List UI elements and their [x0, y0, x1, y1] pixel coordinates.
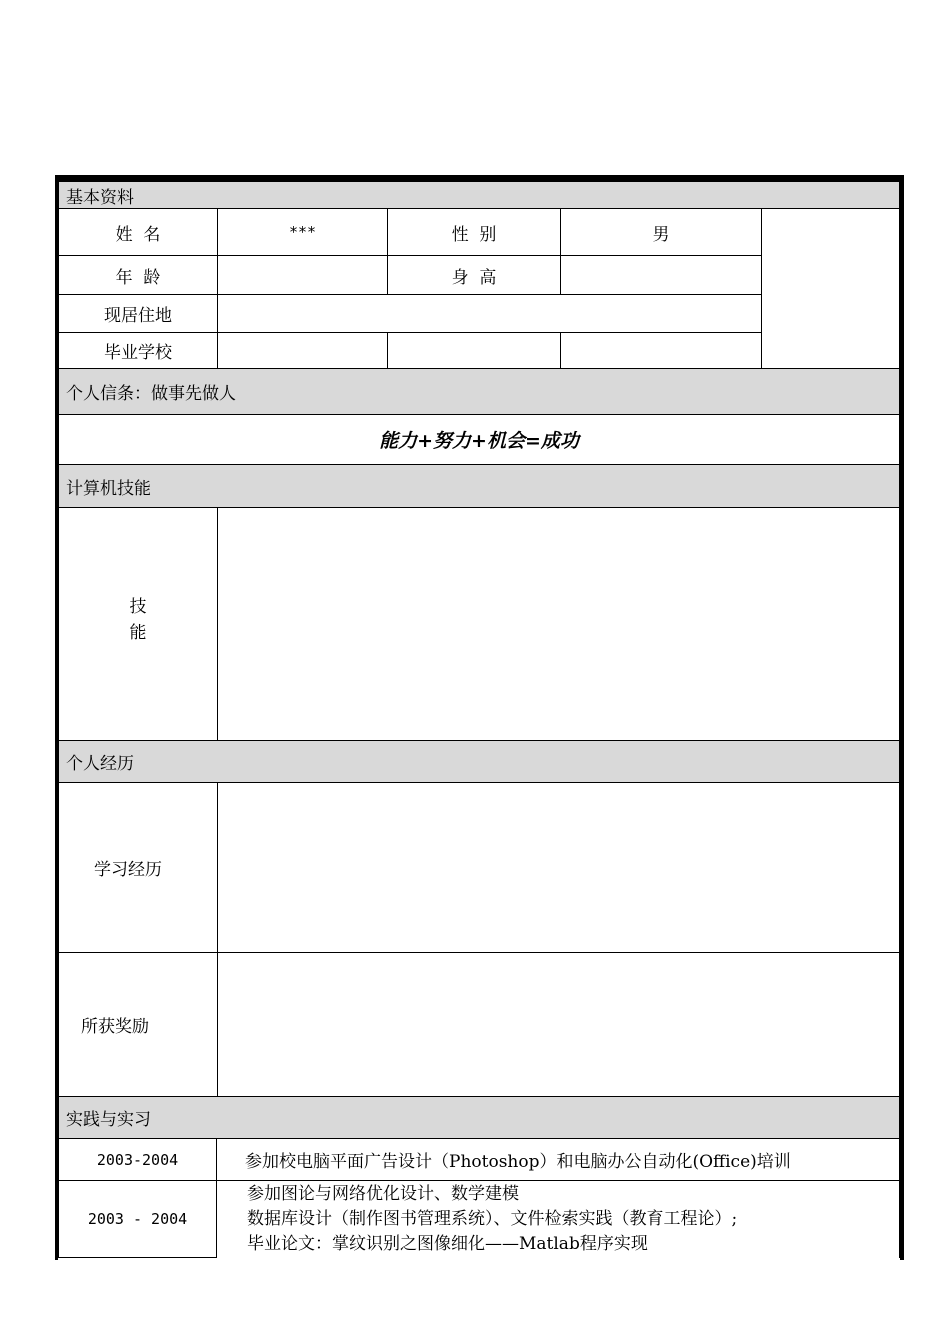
photo-cell [761, 208, 900, 369]
education-content-cell[interactable] [217, 782, 900, 953]
skills-content-cell[interactable] [217, 507, 900, 741]
motto-formula: 能力+努力+机会=成功 [379, 430, 579, 452]
age-label: 年 龄 [115, 267, 161, 288]
experience-title: 个人经历 [66, 754, 134, 774]
skills-label-line1: 技 [129, 597, 147, 617]
name-value: *** [288, 223, 317, 241]
height-label: 身 高 [451, 267, 497, 288]
practice-period-cell [58, 1180, 217, 1258]
school-label-cell [58, 332, 218, 369]
practice-header [58, 1096, 900, 1139]
awards-label-cell [58, 952, 218, 1097]
awards-content-cell[interactable] [217, 952, 900, 1097]
skills-header [58, 464, 900, 508]
age-label-cell [58, 255, 218, 295]
motto-header [58, 368, 900, 415]
name-label: 姓 名 [115, 224, 161, 245]
basic-info-header [58, 181, 900, 209]
practice-line: 参加校电脑平面广告设计（Photoshop）和电脑办公自动化(Office)培训 [245, 1152, 791, 1172]
motto-formula-cell [58, 414, 900, 465]
school-extra-cell-1[interactable] [387, 332, 561, 369]
skills-label-cell [58, 507, 218, 741]
education-label: 学习经历 [94, 860, 162, 880]
skills-label-line2: 能 [129, 623, 147, 643]
education-label-cell [58, 782, 218, 953]
practice-period-cell [58, 1138, 217, 1181]
name-value-cell[interactable] [217, 208, 388, 256]
experience-header [58, 740, 900, 783]
gender-value: 男 [652, 224, 670, 245]
school-extra-cell-2[interactable] [560, 332, 762, 369]
gender-label-cell [387, 208, 561, 256]
height-label-cell [387, 255, 561, 295]
gender-label: 性 别 [451, 224, 497, 245]
skills-title: 计算机技能 [66, 478, 151, 499]
basic-info-title: 基本资料 [66, 187, 134, 208]
height-value-cell[interactable] [560, 255, 762, 295]
age-value-cell[interactable] [217, 255, 388, 295]
practice-line: 数据库设计（制作图书管理系统）、文件检索实践（教育工程论）; [247, 1209, 738, 1229]
practice-line: 毕业论文：掌纹识别之图像细化——Matlab程序实现 [247, 1234, 648, 1254]
school-value-cell[interactable] [217, 332, 388, 369]
motto-label: 个人信条：做事先做人 [66, 384, 236, 404]
awards-label: 所获奖励 [81, 1017, 149, 1037]
residence-label-cell [58, 294, 218, 333]
name-label-cell [58, 208, 218, 256]
practice-description-cell [216, 1138, 900, 1181]
practice-period: 2003-2004 [96, 1150, 179, 1169]
residence-value-cell[interactable] [217, 294, 762, 333]
school-label: 毕业学校 [104, 343, 172, 363]
residence-label: 现居住地 [104, 306, 172, 326]
practice-line: 参加图论与网络优化设计、数学建模 [247, 1184, 519, 1204]
practice-period: 2003 - 2004 [87, 1210, 188, 1228]
gender-value-cell[interactable] [560, 208, 762, 256]
practice-title: 实践与实习 [66, 1110, 151, 1130]
practice-description-cell [216, 1180, 900, 1258]
